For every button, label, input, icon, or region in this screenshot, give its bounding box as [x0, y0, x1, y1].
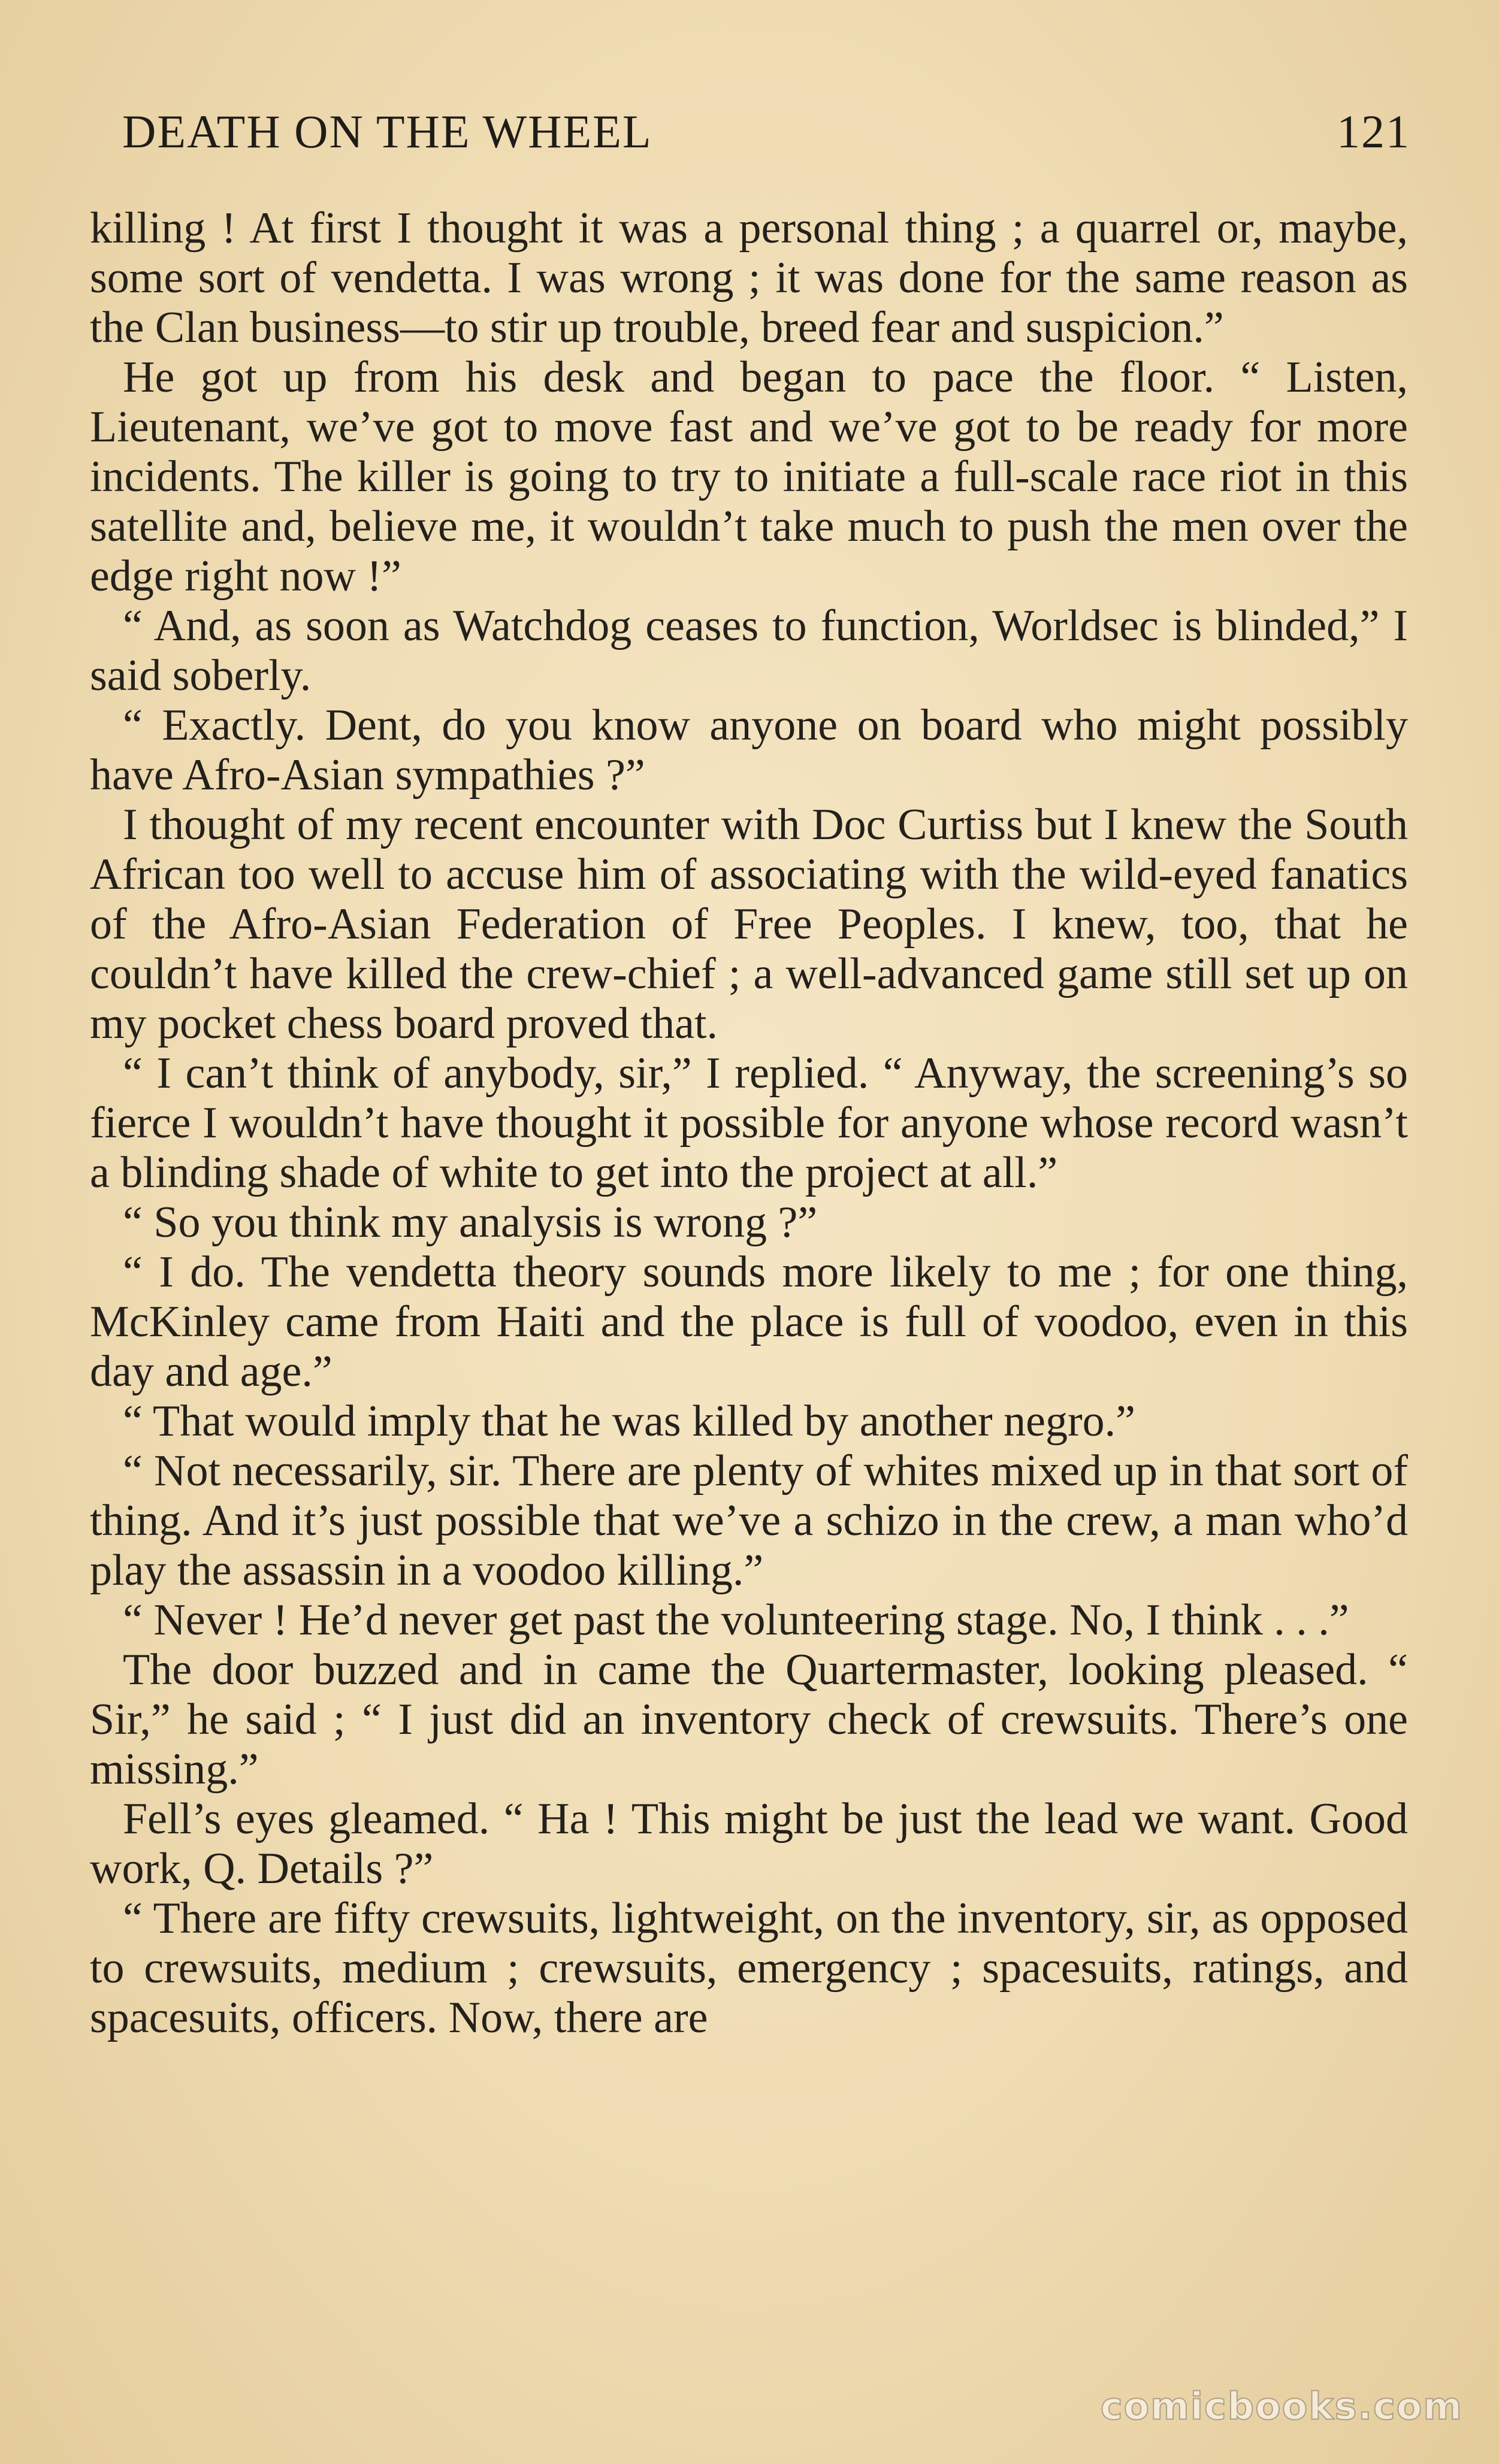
paragraph: I thought of my recent encounter with Doc Curtiss but I knew the South African too well to accuse him of associating with the wild-eyed fanatics of the Afro-Asian Federation of Free Peoples. I knew, too, that he couldn’t have killed the crew-chief ; a well-advanced game still set up on my pocket chess board proved that.: [90, 800, 1408, 1048]
running-head: [122, 105, 1410, 171]
paragraph: killing ! At first I thought it was a personal thing ; a quarrel or, maybe, some sort of vendetta. I was wrong ; it was done for the same reason as the Clan business—to stir up trouble, breed fear and suspicion.”: [90, 204, 1408, 352]
paragraph: “ And, as soon as Watchdog ceases to function, Worldsec is blinded,” I said soberly.: [90, 601, 1408, 700]
watermark: comicbooks.com: [1100, 2384, 1463, 2428]
paragraph: He got up from his desk and began to pace the floor. “ Listen, Lieutenant, we’ve got to move fast and we’ve got to be ready for more incidents. The killer is going to try to initiate a full-scale race riot in this satellite and, believe me, it wouldn’t take much to push the men over the edge right now !”: [90, 353, 1408, 601]
paragraph: “ I can’t think of anybody, sir,” I replied. “ Anyway, the screening’s so fierce I wouldn’t have thought it possible for anyone whose record wasn’t a blinding shade of white to get into the project at all.”: [90, 1049, 1408, 1197]
paragraph: “ So you think my analysis is wrong ?”: [123, 1198, 818, 1247]
chapter-title: DEATH ON THE WHEEL: [122, 105, 652, 158]
paragraph: The door buzzed and in came the Quartermaster, looking pleased. “ Sir,” he said ; “ I just did an inventory check of crewsuits. There’s one missing.”: [90, 1645, 1408, 1794]
paragraph: Fell’s eyes gleamed. “ Ha ! This might be just the lead we want. Good work, Q. Details ?”: [90, 1794, 1408, 1893]
paragraph: “ Exactly. Dent, do you know anyone on board who might possibly have Afro-Asian sympathies ?”: [90, 701, 1408, 800]
paragraph: “ That would imply that he was killed by another negro.”: [123, 1397, 1135, 1446]
paragraph: “ There are fifty crewsuits, lightweight, on the inventory, sir, as opposed to crewsuits, medium ; crewsuits, emergency ; spacesuits, ratings, and spacesuits, officers. Now, there are: [90, 1894, 1408, 2042]
body-text: [90, 204, 1408, 2043]
paragraph: “ Never ! He’d never get past the volunteering stage. No, I think . . .”: [123, 1596, 1349, 1645]
page-number: 121: [1337, 105, 1410, 158]
paragraph: “ I do. The vendetta theory sounds more likely to me ; for one thing, McKinley came from Haiti and the place is full of voodoo, even in this day and age.”: [90, 1248, 1408, 1396]
paragraph: “ Not necessarily, sir. There are plenty of whites mixed up in that sort of thing. And it’s just possible that we’ve a schizo in the crew, a man who’d play the assassin in a voodoo killing.”: [90, 1446, 1408, 1595]
